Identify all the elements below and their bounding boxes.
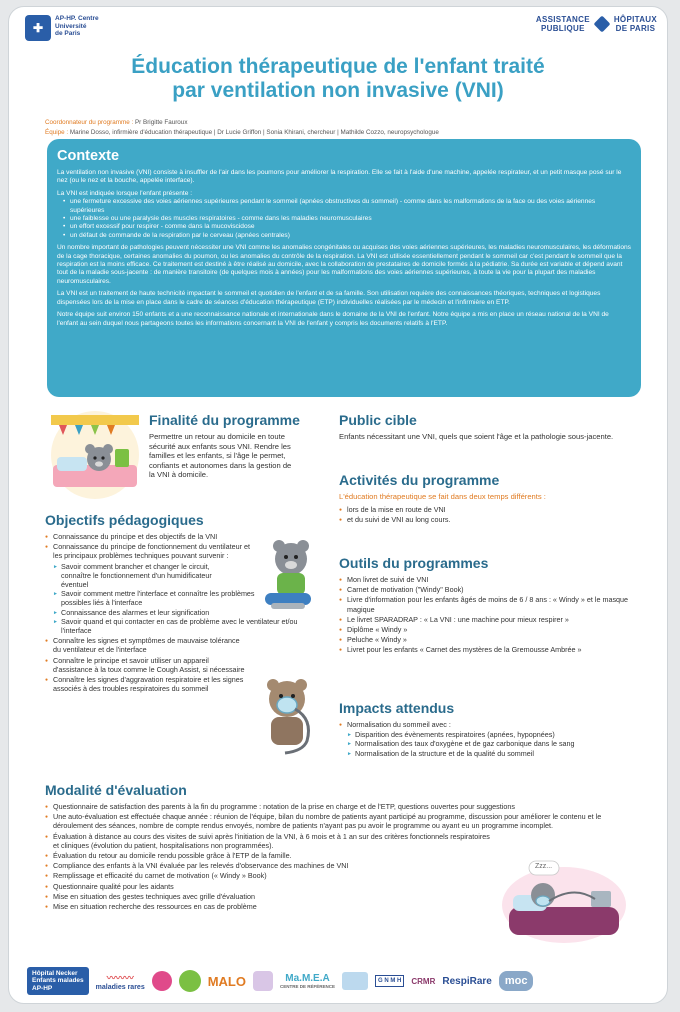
context-box (47, 139, 641, 397)
list-item: ● Connaître les signes d'aggravation respiratoire et les signes associés à des troubles respiratoires du sommeil (45, 675, 245, 693)
sublist-item: ► Connaissance des alarmes et leur signification (53, 608, 255, 617)
moc-logo: moc (499, 971, 534, 991)
sublist-item: ► Normalisation de la structure et de la qualité du sommeil (347, 749, 629, 758)
activites-list (339, 505, 629, 525)
impacts-sublist (347, 730, 629, 758)
list-item: ● Questionnaire de satisfaction des parents à la fin du programme : notation de la prise en charge et de l'ETP, questions ouvertes pour suggestions (45, 802, 605, 811)
list-item: • un effort excessif pour respirer - comme dans la mucoviscidose (63, 223, 631, 231)
finalite-title: Finalité du programme (149, 412, 300, 428)
objectifs-sublist (53, 561, 298, 636)
ribbon-icon: 〰〰〰 (106, 973, 134, 983)
list-item: • un défaut de commande de la respiration par le cerveau (apnées centrales) (63, 232, 631, 240)
list-item: ● Carnet de motivation ("Windy" Book) (339, 585, 629, 594)
gnmh-logo: G N M H (375, 975, 404, 987)
context-paragraph: Un nombre important de pathologies peuvent nécessiter une VNI comme les anomalies congénitales ou acquises des voies aériennes supérieures, les maladies neuromusculaires, les déformations de la cage thoracique, certaines anomalies du poumon, ou les anomalies du contrôle de la respiration. La VNI est utilisée essentiellement pendant le sommeil car c'est pendant le sommeil que la respiration est la moins efficace. Ce traitement est destiné à être réalisé au domicile, avec la collaboration de prestataires de domicile formés à la pédiatrie. Sa durée est variable et dépend avant tout de la maladie sous-jacente : de manière transitoire (de quelques mois à années) pour les malformations des voies aériennes supérieures, à toute la vie pour la plupart des maladies neuromusculaires. (57, 244, 631, 285)
list-item: ● Mise en situation recherche des ressources en cas de problème (45, 902, 495, 911)
list-item: ● Mise en situation des gestes techniques avec grille d'évaluation (45, 892, 495, 901)
bear-ventilator-illustration (255, 537, 323, 617)
team-label: Équipe : (45, 129, 69, 136)
logo-line: de Paris (55, 30, 81, 37)
sleeping-bear-illustration (499, 855, 629, 945)
modalite-title: Modalité d'évaluation (45, 782, 187, 798)
sleeping-bear-art (499, 855, 629, 945)
list-item: ● Une auto-évaluation est effectuée chaque année : réunion de l'équipe, bilan du nombre de patients ayant participé au programme, discussion pour améliorer le contenu et le déroulement des séances, nombre de compte rendus envoyés, nombre de patients n'ayant pas pu avoir le programme ou ayant eu un programme incomplet. (45, 812, 615, 830)
aphp-logo (536, 15, 657, 33)
sublist-item: ► Disparition des évènements respiratoires (apnées, hypopnées) (347, 730, 629, 739)
logo-line: AP-HP. Centre (55, 15, 99, 22)
context-paragraph: La ventilation non invasive (VNI) consiste à insuffler de l'air dans les poumons pour améliorer la respiration. Elle se fait à l'aide d'une machine, appelée respirateur, et un petit masque posé sur le nez (ou le nez et la bouche, appelée interface). (57, 169, 622, 185)
list-item: ● Évaluation du retour au domicile rendu possible grâce à l'ETP de la famille. (45, 851, 495, 860)
coord-value: Pr Brigitte Fauroux (133, 119, 188, 126)
indications-list (63, 198, 631, 240)
respirare-logo: RespiRare (442, 975, 492, 987)
sublist-item: ► Savoir comment brancher et changer le circuit, connaître le fonctionnement d'un humidificateur éventuel (53, 562, 223, 590)
list-item: ● et du suivi de VNI au long cours. (339, 515, 629, 524)
impacts-title: Impacts attendus (339, 700, 455, 716)
logo-line: Hôpital Necker (32, 969, 78, 977)
bear-bed-illustration (45, 409, 145, 501)
context-paragraph: La VNI est un traitement de haute technicité impactant le sommeil et quotidien de l'enfant et de sa famille. Son utilisation requière des connaissances théoriques, techniques et logistiques dispensées lors de la mise en place dans le cadre de séances d'éducation thérapeutique (ETP) individuelles réalisées par le médecin et l'infirmière en ETP. (57, 290, 601, 306)
outils-list (339, 575, 629, 656)
logo-text: Ma.M.E.A (285, 973, 330, 984)
list-item: ● Remplissage et efficacité du carnet de motivation (« Windy » Book) (45, 871, 495, 880)
sublist-item: ► Normalisation des taux d'oxygène et de gaz carbonique dans le sang (347, 739, 617, 748)
logo-line: ASSISTANCE (535, 15, 590, 24)
mamea-logo (280, 973, 335, 989)
context-paragraph: Notre équipe suit environ 150 enfants et a une reconnaissance nationale et internationale dans le domaine de la VNI de l'enfant. Notre équipe a mis en place un réseau national de la VNI de l'enfant au sein duquel nous partageons toutes les informations concernant la VNI de l'enfant y compris les documents relatifs à l'ETP. (57, 311, 609, 327)
list-item: ● Diplôme « Windy » (339, 625, 629, 634)
team-line (45, 128, 439, 138)
partner-logos (27, 962, 667, 1000)
aphp-centre-logo (25, 15, 99, 41)
public-title: Public cible (339, 412, 417, 428)
poster (8, 6, 668, 1004)
necker-logo (27, 967, 89, 996)
coordinator-line (45, 118, 439, 128)
malo-logo: MALO (207, 973, 246, 989)
finalite-text: Permettre un retour au domicile en toute sécurité aux enfants sous VNI. Rendre les familles et les enfants, si l'âge le permet, confiants et autonomes dans la gestion de la VNI à domicile. (149, 432, 292, 480)
partner-logo-icon (152, 971, 172, 991)
partner-logo-icon (342, 972, 368, 990)
logo-line: HÔPITAUX (613, 15, 657, 24)
credits (45, 118, 439, 138)
title-line: par ventilation non invasive (VNI) (172, 79, 504, 102)
list-item: ● Questionnaire qualité pour les aidants (45, 882, 495, 891)
list-item: ● Peluche « Windy » (339, 635, 629, 644)
logo-text: maladies rares (95, 984, 145, 991)
list-item: ● Mon livret de suivi de VNI (339, 575, 629, 584)
activites-title: Activités du programme (339, 472, 500, 488)
list-item-text: Normalisation du sommeil avec : (347, 720, 451, 729)
list-item: ● Connaissance du principe et des objectifs de la VNI (45, 532, 225, 541)
logo-line: Enfants malades (32, 977, 84, 985)
list-item: ● Livre d'information pour les enfants âgés de moins de 6 / 8 ans : « Windy » et le masque magique (339, 595, 629, 613)
sleep-bubble-text: Zzz... (535, 863, 553, 870)
heart-icon (593, 16, 610, 33)
list-item: ● lors de la mise en route de VNI (339, 505, 629, 514)
context-paragraph: La VNI est indiquée lorsque l'enfant présente : (57, 189, 193, 197)
public-text: Enfants nécessitant une VNI, quels que soient l'âge et la pathologie sous-jacente. (339, 432, 614, 441)
impacts-list (339, 720, 629, 759)
logo-line: Université (55, 22, 87, 30)
aphp-logo-icon: ✚ (25, 15, 51, 41)
logo-line: DE PARIS (615, 24, 656, 33)
partner-logo-icon (179, 970, 201, 992)
bear-mask-illustration (255, 675, 323, 759)
sublist-item: ► Savoir comment mettre l'interface et connaître les problèmes possibles liés à l'interface (53, 589, 255, 607)
crmr-logo: CRMR (411, 976, 436, 986)
outils-title: Outils du programmes (339, 555, 489, 571)
objectifs-title: Objectifs pédagogiques (45, 512, 204, 528)
list-item: ● Connaître les signes et symptômes de mauvaise tolérance du ventilateur et de l'interface (45, 636, 245, 654)
sublist-item: ► Savoir quand et qui contacter en cas de problème avec le ventilateur et/ou l'interface (53, 617, 313, 635)
list-item: ● Compliance des enfants à la VNI évaluée par les relevés d'observance des machines de VNI (45, 861, 495, 870)
list-item: • une faiblesse ou une paralysie des muscles respiratoires - comme dans les maladies neuromusculaires (63, 215, 631, 223)
list-item: ● Évaluation à distance au cours des visites de suivi après l'initiation de la VNI, à 6 mois et à 1 an sur des critères fonctionnels respiratoires et cliniques (évolution du patient, hospitalisations non programmées). (45, 832, 495, 850)
coord-label: Coordonnateur du programme : (45, 119, 134, 126)
maladies-rares-logo (96, 971, 145, 991)
logo-subtext: CENTRE DE RÉFÉRENCE (280, 984, 336, 989)
partner-logo-icon (253, 971, 273, 991)
logo-line: AP-HP (32, 984, 53, 992)
poster-title (9, 55, 667, 103)
activites-subtitle: L'éducation thérapeutique se fait dans deux temps différents : (339, 492, 546, 501)
title-line: Éducation thérapeutique de l'enfant traité (131, 55, 545, 78)
list-item (339, 720, 629, 758)
context-title: Contexte (57, 148, 120, 164)
list-item (45, 542, 298, 636)
list-item: ● Livret pour les enfants « Carnet des mystères de la Gremousse Ambrée » (339, 645, 629, 654)
list-item: • une fermeture excessive des voies aériennes supérieures pendant le sommeil (apnées obstructives du sommeil) - comme dans les malformations de la face ou des voies aériennes supérieures (63, 198, 631, 215)
list-item: ● Le livret SPARADRAP : « La VNI : une machine pour mieux respirer » (339, 615, 629, 624)
team-value: Marine Dosso, infirmière d'éducation thérapeutique | Dr Lucie Griffon | Sonia Khirani, chercheur | Mathilde Cozzo, neuropsychologue (68, 129, 439, 136)
list-item-text: Connaissance du principe de fonctionnement du ventilateur et les principaux problèmes techniques pouvant survenir : (53, 542, 250, 561)
logo-line: PUBLIQUE (540, 24, 585, 33)
list-item: ● Connaître le principe et savoir utiliser un appareil d'assistance à la toux comme le Cough Assist, si nécessaire (45, 656, 245, 674)
